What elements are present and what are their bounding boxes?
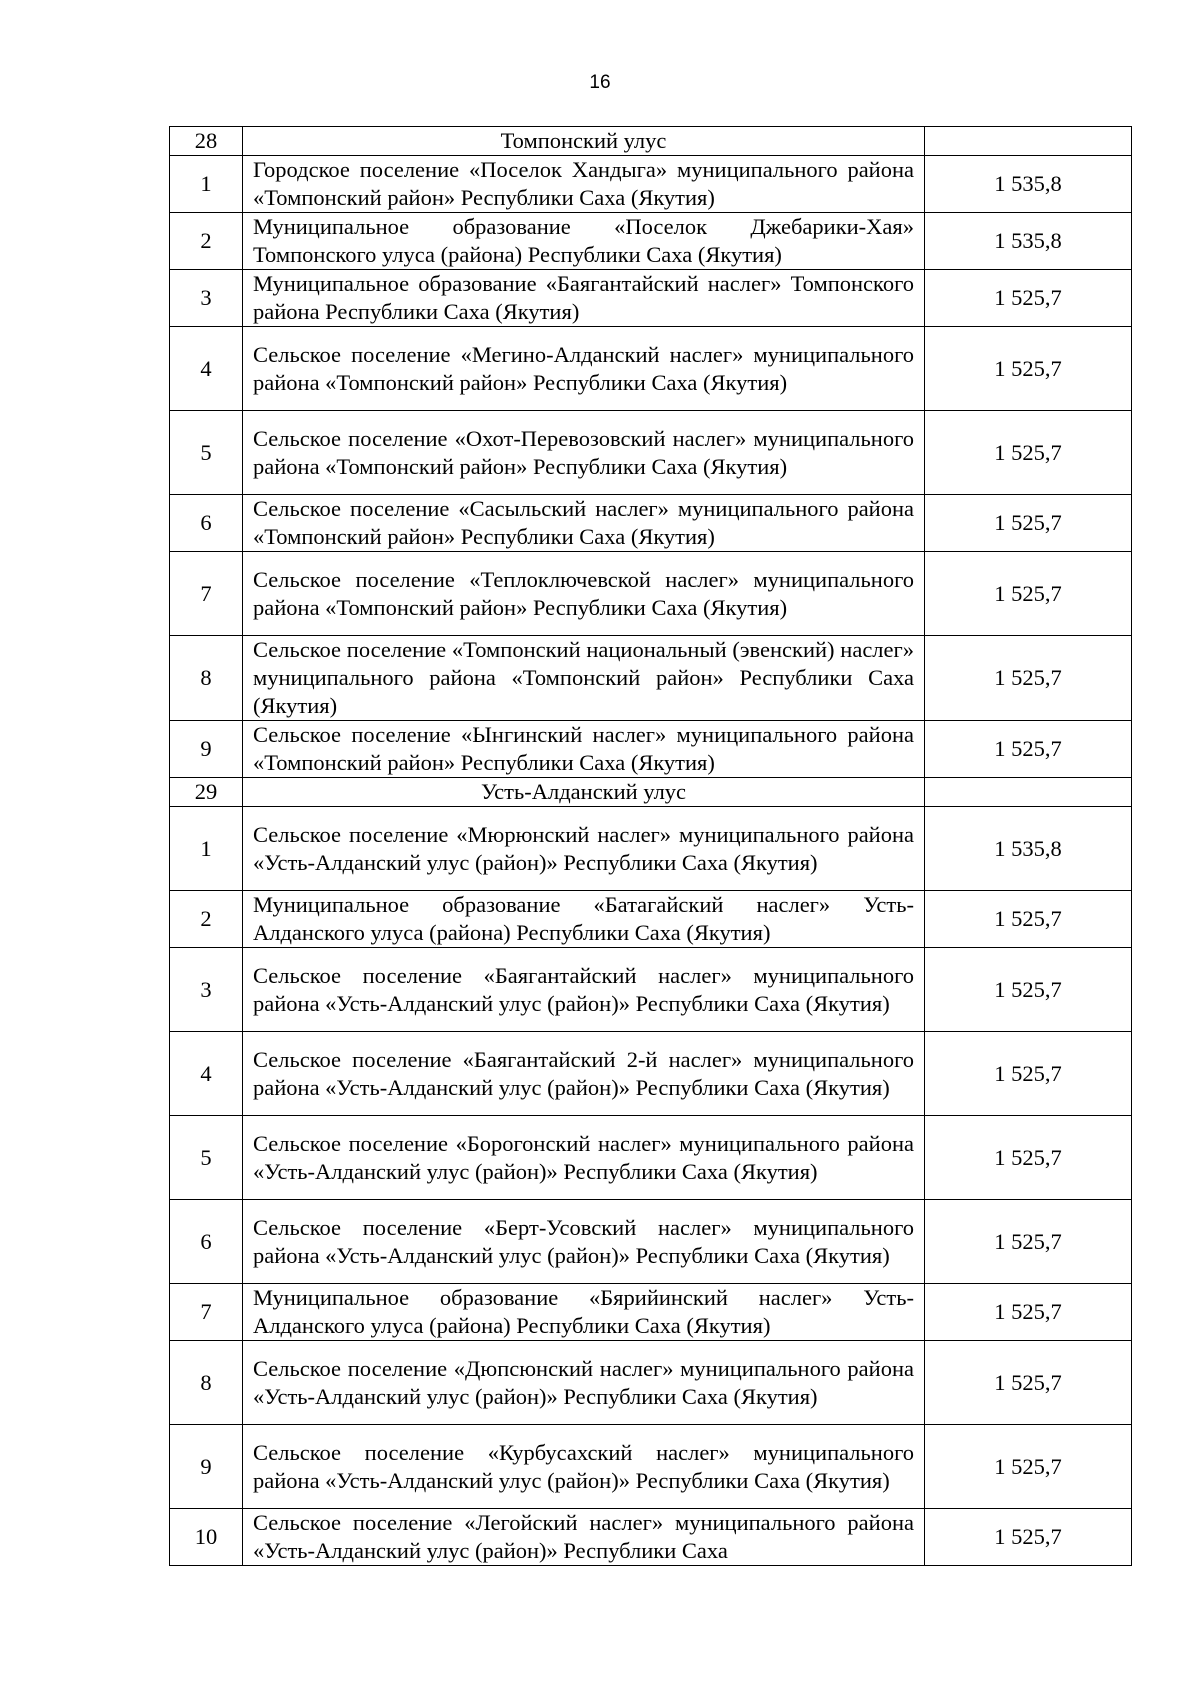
amount-value: 1 525,7 (925, 1341, 1132, 1425)
row-number: 5 (170, 1116, 243, 1200)
row-number: 8 (170, 1341, 243, 1425)
municipality-name: Муниципальное образование «Поселок Джебарики-Хая» Томпонского улуса (района) Республики Саха (Якутия) (253, 214, 914, 267)
row-number: 3 (170, 948, 243, 1032)
group-header-row (170, 127, 1132, 156)
municipality-name: Муниципальное образование «Бярийинский наслег» Усть-Алданского улуса (района) Республики Саха (Якутия) (253, 1285, 914, 1338)
municipality-name-cell (243, 1509, 925, 1566)
group-value-empty (925, 127, 1132, 156)
municipality-name-cell (243, 1200, 925, 1284)
municipality-name-cell (243, 552, 925, 636)
amount-value: 1 525,7 (925, 495, 1132, 552)
municipality-name-cell (243, 948, 925, 1032)
row-number: 4 (170, 1032, 243, 1116)
amount-value: 1 525,7 (925, 636, 1132, 721)
table-row (170, 1032, 1132, 1116)
table-row (170, 495, 1132, 552)
amount-value: 1 525,7 (925, 270, 1132, 327)
group-number: 28 (170, 127, 243, 156)
municipality-name-cell (243, 213, 925, 270)
municipality-name-cell (243, 270, 925, 327)
amount-value: 1 525,7 (925, 1425, 1132, 1509)
table-row (170, 721, 1132, 778)
amount-value: 1 525,7 (925, 891, 1132, 948)
municipality-name-cell (243, 156, 925, 213)
amount-value: 1 525,7 (925, 552, 1132, 636)
table-row (170, 1116, 1132, 1200)
amount-value: 1 525,7 (925, 411, 1132, 495)
allocation-table (169, 126, 1132, 1566)
row-number: 2 (170, 213, 243, 270)
table-row (170, 1200, 1132, 1284)
municipality-name: Сельское поселение «Баягантайский 2-й наслег» муниципального района «Усть-Алданский улус (район)» Республики Саха (Якутия) (253, 1046, 914, 1100)
table-row (170, 1425, 1132, 1509)
amount-value: 1 525,7 (925, 1032, 1132, 1116)
municipality-name-cell (243, 807, 925, 891)
municipality-name: Сельское поселение «Ынгинский наслег» муниципального района «Томпонский район» Республики Саха (Якутия) (253, 722, 914, 775)
amount-value: 1 535,8 (925, 156, 1132, 213)
amount-value: 1 525,7 (925, 1200, 1132, 1284)
municipality-name: Сельское поселение «Сасыльский наслег» муниципального района «Томпонский район» Республики Саха (Якутия) (253, 496, 914, 549)
amount-value: 1 535,8 (925, 213, 1132, 270)
amount-value: 1 525,7 (925, 948, 1132, 1032)
row-number: 5 (170, 411, 243, 495)
municipality-name: Сельское поселение «Мегино-Алданский наслег» муниципального района «Томпонский район» Республики Саха (Якутия) (253, 341, 914, 395)
group-title: Усть-Алданский улус (243, 778, 925, 807)
table-row (170, 807, 1132, 891)
municipality-name: Сельское поселение «Охот-Перевозовский наслег» муниципального района «Томпонский район» Республики Саха (Якутия) (253, 425, 914, 479)
table-row (170, 270, 1132, 327)
municipality-name-cell (243, 1032, 925, 1116)
row-number: 4 (170, 327, 243, 411)
row-number: 6 (170, 495, 243, 552)
table-row (170, 552, 1132, 636)
municipality-name-cell (243, 1341, 925, 1425)
table-row (170, 411, 1132, 495)
table-row (170, 1509, 1132, 1566)
municipality-name: Сельское поселение «Мюрюнский наслег» муниципального района «Усть-Алданский улус (район)» Республики Саха (Якутия) (253, 821, 914, 875)
municipality-name-cell (243, 1425, 925, 1509)
municipality-name-cell (243, 1284, 925, 1341)
municipality-name: Сельское поселение «Берт-Усовский наслег» муниципального района «Усть-Алданский улус (район)» Республики Саха (Якутия) (253, 1214, 914, 1268)
municipality-name-cell (243, 495, 925, 552)
table-row (170, 948, 1132, 1032)
municipality-name: Сельское поселение «Курбусахский наслег» муниципального района «Усть-Алданский улус (район)» Республики Саха (Якутия) (253, 1439, 914, 1493)
municipality-name: Сельское поселение «Дюпсюнский наслег» муниципального района «Усть-Алданский улус (район)» Республики Саха (Якутия) (253, 1355, 914, 1409)
municipality-name-cell (243, 327, 925, 411)
group-title: Томпонский улус (243, 127, 925, 156)
municipality-name: Муниципальное образование «Баягантайский наслег» Томпонского района Республики Саха (Якутия) (253, 271, 914, 324)
group-value-empty (925, 778, 1132, 807)
municipality-name-cell (243, 891, 925, 948)
row-number: 1 (170, 156, 243, 213)
table-row (170, 1284, 1132, 1341)
table-row (170, 636, 1132, 721)
table-row (170, 213, 1132, 270)
amount-value: 1 525,7 (925, 1116, 1132, 1200)
group-number: 29 (170, 778, 243, 807)
row-number: 9 (170, 1425, 243, 1509)
municipality-name-cell (243, 721, 925, 778)
municipality-name-cell (243, 636, 925, 721)
municipality-name-cell (243, 1116, 925, 1200)
row-number: 2 (170, 891, 243, 948)
amount-value: 1 535,8 (925, 807, 1132, 891)
amount-value: 1 525,7 (925, 327, 1132, 411)
municipality-name: Муниципальное образование «Батагайский наслег» Усть-Алданского улуса (района) Республики Саха (Якутия) (253, 892, 914, 945)
row-number: 9 (170, 721, 243, 778)
row-number: 8 (170, 636, 243, 721)
municipality-name-cell (243, 411, 925, 495)
table-row (170, 327, 1132, 411)
municipality-name: Сельское поселение «Легойский наслег» муниципального района «Усть-Алданский улус (район)» Республики Саха (253, 1510, 914, 1563)
amount-value: 1 525,7 (925, 1284, 1132, 1341)
row-number: 10 (170, 1509, 243, 1566)
amount-value: 1 525,7 (925, 1509, 1132, 1566)
page-number: 16 (589, 72, 611, 93)
municipality-name: Сельское поселение «Теплоключевской наслег» муниципального района «Томпонский район» Республики Саха (Якутия) (253, 566, 914, 620)
row-number: 6 (170, 1200, 243, 1284)
municipality-name: Сельское поселение «Баягантайский наслег» муниципального района «Усть-Алданский улус (район)» Республики Саха (Якутия) (253, 962, 914, 1016)
table-body (170, 127, 1132, 1566)
group-header-row (170, 778, 1132, 807)
table-row (170, 156, 1132, 213)
row-number: 3 (170, 270, 243, 327)
municipality-name: Сельское поселение «Томпонский национальный (эвенский) наслег» муниципального района «Томпонский район» Республики Саха (Якутия) (253, 637, 914, 718)
table-row (170, 1341, 1132, 1425)
row-number: 7 (170, 1284, 243, 1341)
municipality-name: Городское поселение «Поселок Хандыга» муниципального района «Томпонский район» Республики Саха (Якутия) (253, 157, 914, 210)
row-number: 1 (170, 807, 243, 891)
row-number: 7 (170, 552, 243, 636)
table-row (170, 891, 1132, 948)
amount-value: 1 525,7 (925, 721, 1132, 778)
municipality-name: Сельское поселение «Борогонский наслег» муниципального района «Усть-Алданский улус (район)» Республики Саха (Якутия) (253, 1130, 914, 1184)
